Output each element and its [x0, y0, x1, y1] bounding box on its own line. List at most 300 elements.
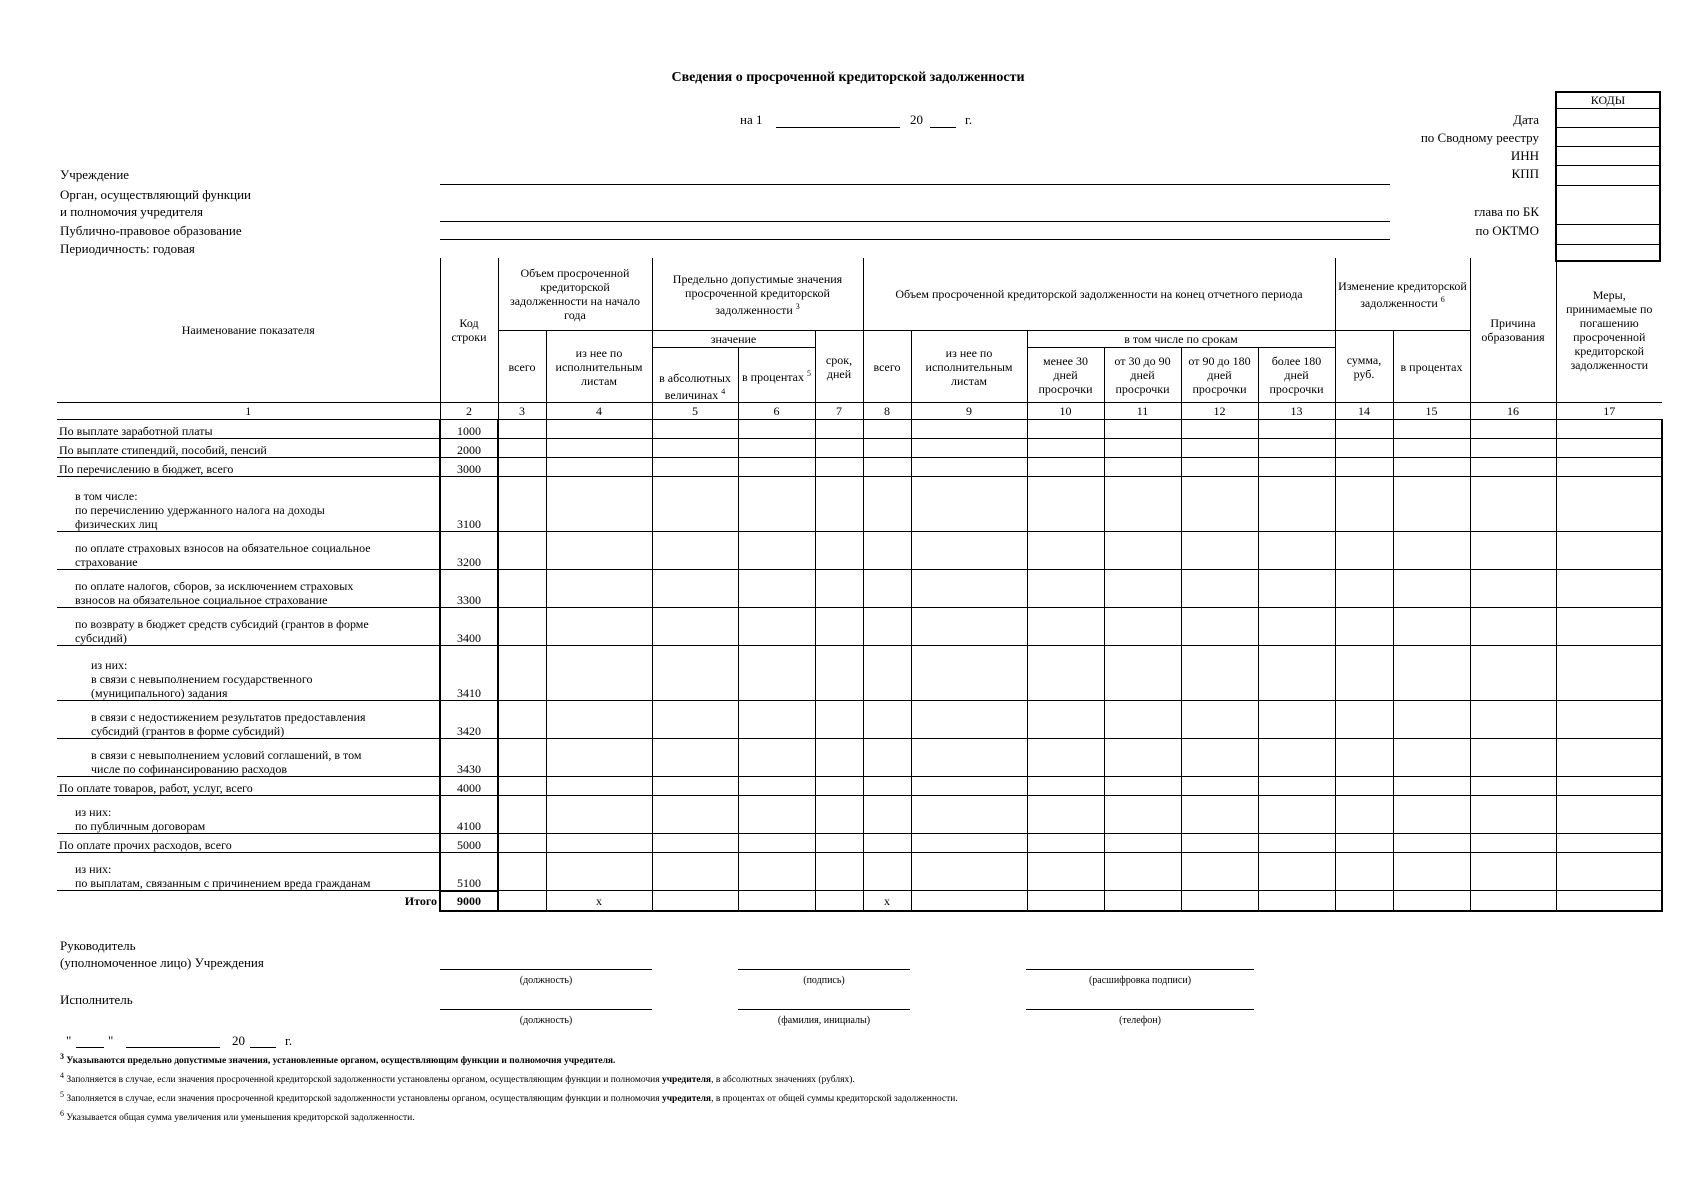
value-cell-col-6[interactable]	[738, 853, 815, 891]
value-cell-col-12[interactable]	[1181, 834, 1258, 853]
column-number: 7	[815, 403, 863, 420]
value-cell-col-17[interactable]	[1556, 701, 1662, 739]
value-cell-col-17[interactable]	[1556, 570, 1662, 608]
value-cell-col-3[interactable]	[498, 608, 546, 646]
founder-field[interactable]	[440, 207, 1390, 222]
value-cell-col-17[interactable]	[1556, 777, 1662, 796]
value-cell-col-13[interactable]	[1258, 439, 1335, 458]
value-cell-col-5[interactable]	[652, 739, 738, 777]
code-cell-kpp[interactable]	[1557, 166, 1659, 186]
value-cell-col-6[interactable]	[738, 439, 815, 458]
value-cell-col-11[interactable]	[1104, 739, 1181, 777]
total-cell-col-17[interactable]	[1556, 891, 1662, 912]
value-cell-col-6[interactable]	[738, 796, 815, 834]
value-cell-col-3[interactable]	[498, 439, 546, 458]
value-cell-col-13[interactable]	[1258, 796, 1335, 834]
value-cell-col-9[interactable]	[911, 834, 1027, 853]
value-cell-col-3[interactable]	[498, 853, 546, 891]
value-cell-col-6[interactable]	[738, 608, 815, 646]
value-cell-col-16[interactable]	[1470, 570, 1556, 608]
row-code: 3420	[440, 701, 498, 739]
value-cell-col-7[interactable]	[815, 570, 863, 608]
value-cell-col-12[interactable]	[1181, 532, 1258, 570]
row-name-line: страхование	[75, 555, 138, 569]
col-header-code: Код строки	[440, 258, 498, 403]
footnote-4-text-c: , в абсолютных значениях (рублях).	[711, 1075, 855, 1086]
value-cell-col-10[interactable]	[1027, 420, 1104, 439]
value-cell-col-8[interactable]	[863, 853, 911, 891]
table-row	[57, 608, 1662, 646]
value-cell-col-3[interactable]	[498, 477, 546, 532]
value-cell-col-14[interactable]	[1335, 834, 1393, 853]
value-cell-col-8[interactable]	[863, 532, 911, 570]
value-cell-col-5[interactable]	[652, 853, 738, 891]
value-cell-col-12[interactable]	[1181, 439, 1258, 458]
value-cell-col-7[interactable]	[815, 796, 863, 834]
value-cell-col-11[interactable]	[1104, 570, 1181, 608]
value-cell-col-3[interactable]	[498, 834, 546, 853]
col-header-term-days: срок, дней	[815, 331, 863, 403]
table-row	[57, 739, 1662, 777]
value-cell-col-10[interactable]	[1027, 701, 1104, 739]
value-cell-col-10[interactable]	[1027, 608, 1104, 646]
value-cell-col-16[interactable]	[1470, 701, 1556, 739]
entity-field[interactable]	[440, 225, 1390, 240]
absolute-text: в абсолютных величинах	[659, 371, 731, 402]
value-cell-col-12[interactable]	[1181, 777, 1258, 796]
footnote-4	[60, 1071, 855, 1085]
value-cell-col-8[interactable]	[863, 646, 911, 701]
value-cell-col-6[interactable]	[738, 701, 815, 739]
table-row	[57, 458, 1662, 477]
value-cell-col-17[interactable]	[1556, 439, 1662, 458]
value-cell-col-17[interactable]	[1556, 834, 1662, 853]
value-cell-col-15[interactable]	[1393, 477, 1470, 532]
value-cell-col-8[interactable]	[863, 420, 911, 439]
value-cell-col-7[interactable]	[815, 834, 863, 853]
sig-date-month-field[interactable]	[126, 1033, 220, 1048]
value-cell-col-4[interactable]	[546, 608, 652, 646]
column-number: 10	[1027, 403, 1104, 420]
value-cell-col-12[interactable]	[1181, 420, 1258, 439]
value-cell-col-5[interactable]	[652, 834, 738, 853]
value-cell-col-5[interactable]	[652, 777, 738, 796]
value-cell-col-15[interactable]	[1393, 739, 1470, 777]
column-number: 17	[1556, 403, 1662, 420]
value-cell-col-11[interactable]	[1104, 646, 1181, 701]
value-cell-col-7[interactable]	[815, 420, 863, 439]
value-cell-col-17[interactable]	[1556, 646, 1662, 701]
total-cell-col-11[interactable]	[1104, 891, 1181, 912]
row-name-line: в связи с невыполнением государственного	[91, 672, 313, 686]
row-name	[57, 834, 440, 853]
value-cell-col-10[interactable]	[1027, 532, 1104, 570]
value-cell-col-14[interactable]	[1335, 701, 1393, 739]
value-cell-col-10[interactable]	[1027, 646, 1104, 701]
total-cell-col-8[interactable]: x	[863, 891, 911, 912]
value-cell-col-9[interactable]	[911, 570, 1027, 608]
value-cell-col-15[interactable]	[1393, 796, 1470, 834]
value-cell-col-10[interactable]	[1027, 777, 1104, 796]
value-cell-col-13[interactable]	[1258, 532, 1335, 570]
value-cell-col-16[interactable]	[1470, 608, 1556, 646]
value-cell-col-11[interactable]	[1104, 853, 1181, 891]
value-cell-col-3[interactable]	[498, 532, 546, 570]
value-cell-col-12[interactable]	[1181, 646, 1258, 701]
value-cell-col-15[interactable]	[1393, 608, 1470, 646]
value-cell-col-14[interactable]	[1335, 420, 1393, 439]
value-cell-col-8[interactable]	[863, 608, 911, 646]
footnote-6-num: 6	[60, 1109, 64, 1118]
code-label-inn: ИНН	[1510, 148, 1539, 163]
row-name-line: по перечислению удержанного налога на доходы	[75, 503, 325, 517]
value-cell-col-13[interactable]	[1258, 701, 1335, 739]
value-cell-col-15[interactable]	[1393, 853, 1470, 891]
value-cell-col-10[interactable]	[1027, 834, 1104, 853]
value-cell-col-11[interactable]	[1104, 834, 1181, 853]
row-name	[57, 458, 440, 477]
value-cell-col-12[interactable]	[1181, 458, 1258, 477]
executor-position-field[interactable]	[440, 995, 652, 1010]
value-cell-col-4[interactable]	[546, 853, 652, 891]
value-cell-col-9[interactable]	[911, 701, 1027, 739]
value-cell-col-16[interactable]	[1470, 834, 1556, 853]
value-cell-col-3[interactable]	[498, 458, 546, 477]
value-cell-col-11[interactable]	[1104, 532, 1181, 570]
value-cell-col-9[interactable]	[911, 796, 1027, 834]
value-cell-col-5[interactable]	[652, 608, 738, 646]
row-name	[57, 777, 440, 796]
value-cell-col-12[interactable]	[1181, 701, 1258, 739]
value-cell-col-17[interactable]	[1556, 608, 1662, 646]
value-cell-col-14[interactable]	[1335, 439, 1393, 458]
total-cell-col-9[interactable]	[911, 891, 1027, 912]
value-cell-col-6[interactable]	[738, 532, 815, 570]
row-name-line: в том числе:	[75, 489, 138, 503]
value-cell-col-14[interactable]	[1335, 477, 1393, 532]
value-cell-col-4[interactable]	[546, 739, 652, 777]
head-decode-field[interactable]	[1026, 955, 1254, 970]
value-cell-col-14[interactable]	[1335, 608, 1393, 646]
value-cell-col-3[interactable]	[498, 777, 546, 796]
total-cell-col-15[interactable]	[1393, 891, 1470, 912]
value-cell-col-4[interactable]	[546, 570, 652, 608]
value-cell-col-11[interactable]	[1104, 420, 1181, 439]
value-cell-col-9[interactable]	[911, 439, 1027, 458]
value-cell-col-9[interactable]	[911, 853, 1027, 891]
value-cell-col-5[interactable]	[652, 439, 738, 458]
value-cell-col-17[interactable]	[1556, 739, 1662, 777]
value-cell-col-5[interactable]	[652, 458, 738, 477]
value-cell-col-14[interactable]	[1335, 853, 1393, 891]
value-cell-col-8[interactable]	[863, 796, 911, 834]
value-cell-col-3[interactable]	[498, 570, 546, 608]
value-cell-col-13[interactable]	[1258, 570, 1335, 608]
value-cell-col-4[interactable]	[546, 532, 652, 570]
value-cell-col-3[interactable]	[498, 420, 546, 439]
value-cell-col-10[interactable]	[1027, 853, 1104, 891]
code-cell-registry[interactable]	[1557, 128, 1659, 147]
footnote-3-text: Указываются предельно допустимые значения, установленные органом, осуществляющим функции и полномочия учредителя.	[66, 1056, 616, 1067]
value-cell-col-16[interactable]	[1470, 477, 1556, 532]
value-cell-col-15[interactable]	[1393, 420, 1470, 439]
value-cell-col-6[interactable]	[738, 420, 815, 439]
value-cell-col-15[interactable]	[1393, 777, 1470, 796]
value-cell-col-9[interactable]	[911, 777, 1027, 796]
value-cell-col-4[interactable]	[546, 834, 652, 853]
value-cell-col-11[interactable]	[1104, 477, 1181, 532]
value-cell-col-16[interactable]	[1470, 646, 1556, 701]
value-cell-col-4[interactable]	[546, 477, 652, 532]
date-day-month-field[interactable]	[776, 113, 900, 128]
value-cell-col-3[interactable]	[498, 701, 546, 739]
total-cell-col-13[interactable]	[1258, 891, 1335, 912]
value-cell-col-4[interactable]	[546, 420, 652, 439]
row-code: 1000	[440, 420, 498, 439]
executor-phone-field[interactable]	[1026, 995, 1254, 1010]
value-cell-col-3[interactable]	[498, 646, 546, 701]
row-name-line: по оплате страховых взносов на обязательное социальное	[75, 541, 371, 555]
value-cell-col-16[interactable]	[1470, 458, 1556, 477]
total-cell-col-7[interactable]	[815, 891, 863, 912]
value-cell-col-16[interactable]	[1470, 853, 1556, 891]
value-cell-col-6[interactable]	[738, 646, 815, 701]
value-cell-col-5[interactable]	[652, 701, 738, 739]
value-cell-col-15[interactable]	[1393, 458, 1470, 477]
column-number: 5	[652, 403, 738, 420]
value-cell-col-5[interactable]	[652, 420, 738, 439]
value-cell-col-13[interactable]	[1258, 853, 1335, 891]
value-cell-col-7[interactable]	[815, 739, 863, 777]
value-cell-col-9[interactable]	[911, 739, 1027, 777]
value-cell-col-8[interactable]	[863, 834, 911, 853]
value-cell-col-6[interactable]	[738, 739, 815, 777]
value-cell-col-14[interactable]	[1335, 646, 1393, 701]
value-cell-col-5[interactable]	[652, 477, 738, 532]
value-cell-col-3[interactable]	[498, 739, 546, 777]
value-cell-col-4[interactable]	[546, 646, 652, 701]
value-cell-col-12[interactable]	[1181, 570, 1258, 608]
row-name-line: По перечислению в бюджет, всего	[59, 462, 234, 476]
value-cell-col-14[interactable]	[1335, 570, 1393, 608]
value-cell-col-11[interactable]	[1104, 796, 1181, 834]
value-cell-col-7[interactable]	[815, 532, 863, 570]
value-cell-col-6[interactable]	[738, 477, 815, 532]
value-cell-col-6[interactable]	[738, 777, 815, 796]
row-name-line: физических лиц	[75, 517, 158, 531]
value-cell-col-7[interactable]	[815, 608, 863, 646]
value-cell-col-13[interactable]	[1258, 739, 1335, 777]
value-cell-col-15[interactable]	[1393, 646, 1470, 701]
value-cell-col-6[interactable]	[738, 834, 815, 853]
col-header-absolute	[652, 348, 738, 403]
value-cell-col-11[interactable]	[1104, 608, 1181, 646]
value-cell-col-17[interactable]	[1556, 458, 1662, 477]
value-cell-col-7[interactable]	[815, 646, 863, 701]
value-cell-col-11[interactable]	[1104, 439, 1181, 458]
total-cell-col-5[interactable]	[652, 891, 738, 912]
head-signature-field[interactable]	[738, 955, 910, 970]
value-cell-col-15[interactable]	[1393, 701, 1470, 739]
code-cell-date[interactable]	[1557, 109, 1659, 128]
total-cell-col-12[interactable]	[1181, 891, 1258, 912]
value-cell-col-16[interactable]	[1470, 420, 1556, 439]
row-name-line: По выплате заработной платы	[59, 424, 213, 438]
value-cell-col-17[interactable]	[1556, 477, 1662, 532]
limit-values-text: Предельно допустимые значения просроченной кредиторской задолженности	[672, 271, 843, 317]
table-row	[57, 853, 1662, 891]
row-name	[57, 570, 440, 608]
total-cell-col-14[interactable]	[1335, 891, 1393, 912]
value-cell-col-7[interactable]	[815, 458, 863, 477]
value-cell-col-17[interactable]	[1556, 420, 1662, 439]
footnote-5-text-c: , в процентах от общей суммы кредиторской задолженности.	[711, 1094, 958, 1105]
value-cell-col-6[interactable]	[738, 458, 815, 477]
value-cell-col-4[interactable]	[546, 439, 652, 458]
code-cell-bk[interactable]	[1557, 186, 1659, 225]
value-cell-col-16[interactable]	[1470, 796, 1556, 834]
value-cell-col-7[interactable]	[815, 701, 863, 739]
value-cell-col-13[interactable]	[1258, 834, 1335, 853]
value-cell-col-8[interactable]	[863, 458, 911, 477]
value-cell-col-5[interactable]	[652, 532, 738, 570]
value-cell-col-4[interactable]	[546, 777, 652, 796]
value-cell-col-4[interactable]	[546, 796, 652, 834]
value-cell-col-14[interactable]	[1335, 739, 1393, 777]
row-name-line: по выплатам, связанным с причинением вреда гражданам	[75, 876, 371, 890]
value-cell-col-15[interactable]	[1393, 570, 1470, 608]
value-cell-col-11[interactable]	[1104, 701, 1181, 739]
table-row	[57, 796, 1662, 834]
col-header-reason: Причина образования	[1470, 258, 1556, 403]
total-cell-col-4[interactable]: x	[546, 891, 652, 912]
value-cell-col-17[interactable]	[1556, 853, 1662, 891]
value-cell-col-5[interactable]	[652, 646, 738, 701]
value-cell-col-5[interactable]	[652, 570, 738, 608]
value-cell-col-11[interactable]	[1104, 777, 1181, 796]
total-cell-col-10[interactable]	[1027, 891, 1104, 912]
value-cell-col-12[interactable]	[1181, 853, 1258, 891]
value-cell-col-8[interactable]	[863, 439, 911, 458]
value-cell-col-16[interactable]	[1470, 739, 1556, 777]
table-row	[57, 439, 1662, 458]
value-cell-col-13[interactable]	[1258, 420, 1335, 439]
value-cell-col-7[interactable]	[815, 477, 863, 532]
value-cell-col-8[interactable]	[863, 701, 911, 739]
value-cell-col-6[interactable]	[738, 570, 815, 608]
value-cell-col-9[interactable]	[911, 477, 1027, 532]
value-cell-col-16[interactable]	[1470, 439, 1556, 458]
percent-sup: 5	[806, 368, 811, 378]
value-cell-col-14[interactable]	[1335, 458, 1393, 477]
value-cell-col-7[interactable]	[815, 777, 863, 796]
col-header-30-90: от 30 до 90 дней просрочки	[1104, 348, 1181, 403]
value-cell-col-9[interactable]	[911, 646, 1027, 701]
column-number: 6	[738, 403, 815, 420]
institution-field[interactable]	[440, 170, 1390, 185]
value-cell-col-5[interactable]	[652, 796, 738, 834]
value-cell-col-12[interactable]	[1181, 796, 1258, 834]
total-cell-col-3[interactable]	[498, 891, 546, 912]
value-cell-col-8[interactable]	[863, 477, 911, 532]
value-cell-col-10[interactable]	[1027, 477, 1104, 532]
value-cell-col-13[interactable]	[1258, 608, 1335, 646]
value-cell-col-9[interactable]	[911, 420, 1027, 439]
value-cell-col-12[interactable]	[1181, 608, 1258, 646]
cap-position-2: (должность)	[519, 1015, 573, 1026]
head-position-field[interactable]	[440, 955, 652, 970]
value-cell-col-13[interactable]	[1258, 477, 1335, 532]
date-suffix: г.	[965, 112, 973, 127]
sig-date-day-field[interactable]	[76, 1033, 104, 1048]
value-cell-col-10[interactable]	[1027, 570, 1104, 608]
date-year-field[interactable]	[930, 113, 956, 128]
total-cell-col-6[interactable]	[738, 891, 815, 912]
row-name-line: по возврату в бюджет средств субсидий (грантов в форме	[75, 617, 369, 631]
value-cell-col-13[interactable]	[1258, 777, 1335, 796]
value-cell-col-10[interactable]	[1027, 439, 1104, 458]
column-number: 1	[57, 403, 440, 420]
value-cell-col-8[interactable]	[863, 739, 911, 777]
value-cell-col-9[interactable]	[911, 458, 1027, 477]
value-cell-col-13[interactable]	[1258, 458, 1335, 477]
value-cell-col-14[interactable]	[1335, 796, 1393, 834]
value-cell-col-7[interactable]	[815, 853, 863, 891]
sig-date-year-field[interactable]	[250, 1033, 276, 1048]
code-cell-oktmo[interactable]	[1557, 225, 1659, 245]
value-cell-col-15[interactable]	[1393, 439, 1470, 458]
value-cell-col-13[interactable]	[1258, 646, 1335, 701]
column-number: 9	[911, 403, 1027, 420]
value-cell-col-10[interactable]	[1027, 739, 1104, 777]
value-cell-col-7[interactable]	[815, 439, 863, 458]
value-cell-col-15[interactable]	[1393, 834, 1470, 853]
value-cell-col-10[interactable]	[1027, 796, 1104, 834]
value-cell-col-17[interactable]	[1556, 532, 1662, 570]
value-cell-col-4[interactable]	[546, 701, 652, 739]
col-header-change-percent: в процентах	[1393, 331, 1470, 403]
value-cell-col-16[interactable]	[1470, 777, 1556, 796]
executor-name-field[interactable]	[738, 995, 910, 1010]
value-cell-col-10[interactable]	[1027, 458, 1104, 477]
value-cell-col-14[interactable]	[1335, 777, 1393, 796]
code-label-registry: по Сводному реестру	[1420, 130, 1539, 145]
value-cell-col-16[interactable]	[1470, 532, 1556, 570]
value-cell-col-3[interactable]	[498, 796, 546, 834]
total-cell-col-16[interactable]	[1470, 891, 1556, 912]
code-cell-inn[interactable]	[1557, 147, 1659, 166]
value-cell-col-14[interactable]	[1335, 532, 1393, 570]
value-cell-col-4[interactable]	[546, 458, 652, 477]
value-cell-col-15[interactable]	[1393, 532, 1470, 570]
table-row	[57, 570, 1662, 608]
value-cell-col-9[interactable]	[911, 608, 1027, 646]
value-cell-col-8[interactable]	[863, 777, 911, 796]
value-cell-col-12[interactable]	[1181, 477, 1258, 532]
value-cell-col-8[interactable]	[863, 570, 911, 608]
value-cell-col-11[interactable]	[1104, 458, 1181, 477]
footnote-6	[60, 1109, 415, 1123]
value-cell-col-12[interactable]	[1181, 739, 1258, 777]
code-label-date: Дата	[1513, 112, 1539, 127]
value-cell-col-17[interactable]	[1556, 796, 1662, 834]
absolute-sup: 4	[721, 387, 726, 396]
label-entity: Публично-правовое образование	[60, 223, 242, 238]
col-header-end-total: всего	[863, 331, 911, 403]
row-name-line: По оплате прочих расходов, всего	[59, 838, 232, 852]
value-cell-col-9[interactable]	[911, 532, 1027, 570]
footnote-5-text-a: Заполняется в случае, если значения просроченной кредиторской задолженности установлены органом, осуществляющим функции и полномочия	[66, 1094, 662, 1105]
